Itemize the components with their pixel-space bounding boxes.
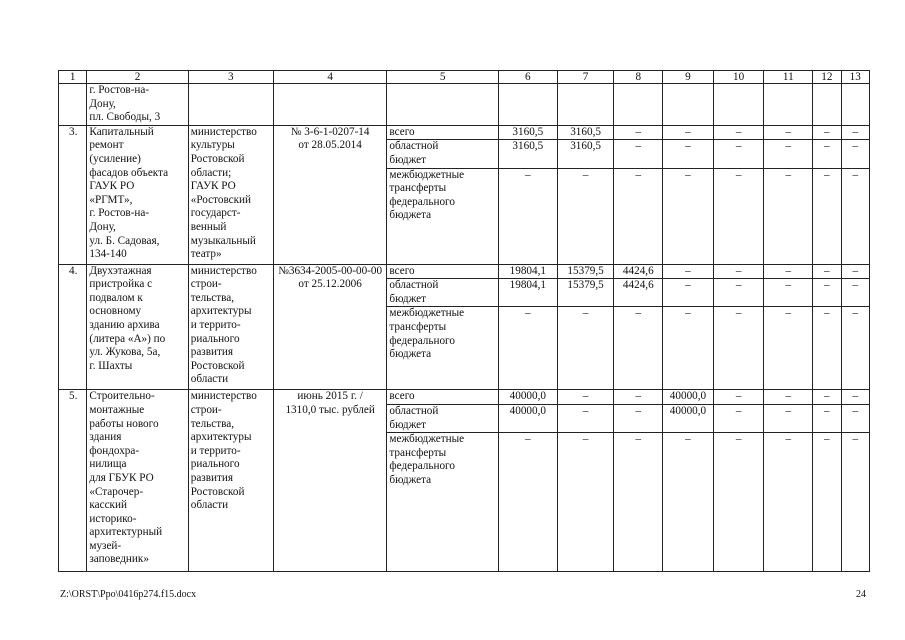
cell-org: министерство строи- тельства, архитектуры и террито- риального развития Ростовской области: [188, 264, 273, 390]
cell-value: –: [557, 404, 614, 432]
cell-value: –: [813, 168, 841, 264]
cell-value: 19804,1: [498, 279, 557, 307]
cell-value: –: [764, 433, 813, 572]
cell-value: –: [841, 140, 870, 168]
header-cell: 2: [87, 71, 188, 84]
header-cell: 6: [498, 71, 557, 84]
cell-value: –: [614, 307, 663, 390]
cell-value: –: [663, 168, 714, 264]
cell-org: министерство строи- тельства, архитектуры и террито- риального развития Ростовской области: [188, 390, 273, 572]
table-row: [59, 125, 870, 140]
cell-doc: июнь 2015 г. / 1310,0 тыс. рублей: [273, 390, 387, 572]
cell-value: 3160,5: [557, 140, 614, 168]
cell-value: –: [813, 390, 841, 405]
cell-value: 15379,5: [557, 264, 614, 279]
cell-value: –: [663, 264, 714, 279]
cell-value: –: [663, 279, 714, 307]
cell-val: [663, 84, 714, 126]
cell-value: –: [614, 404, 663, 432]
cell-value: –: [614, 168, 663, 264]
cell-source: межбюджетные трансферты федерального бюджета: [387, 168, 499, 264]
cell-value: –: [813, 404, 841, 432]
continuation-row: [59, 84, 870, 126]
cell-value: 4424,6: [614, 279, 663, 307]
cell-value: –: [498, 168, 557, 264]
cell-num: [59, 84, 87, 126]
cell-value: 3160,5: [557, 125, 614, 140]
cell-value: –: [764, 279, 813, 307]
cell-value: –: [764, 168, 813, 264]
cell-value: –: [663, 307, 714, 390]
cell-value: –: [713, 125, 764, 140]
cell-value: –: [713, 404, 764, 432]
cell-value: –: [663, 433, 714, 572]
table-body: [59, 71, 870, 572]
cell-doc: №3634-2005-00-00-00 от 25.12.2006: [273, 264, 387, 390]
header-row: [59, 71, 870, 84]
cell-num: 3.: [59, 125, 87, 264]
cell-org: министерство культуры Ростовской области; ГАУК РО «Ростовский государст- венный музыкальный театр»: [188, 125, 273, 264]
cell-value: –: [498, 433, 557, 572]
file-path: Z:\ORST\Ppo\0416p274.f15.docx: [60, 589, 197, 600]
cell-value: –: [813, 433, 841, 572]
cell-value: 40000,0: [498, 390, 557, 405]
header-cell: 13: [841, 71, 870, 84]
cell-name: Капитальный ремонт (усиление) фасадов объекта ГАУК РО «РГМТ», г. Ростов-на- Дону, ул. Б. Садовая, 134-140: [87, 125, 188, 264]
cell-source: областной бюджет: [387, 279, 499, 307]
cell-value: –: [764, 404, 813, 432]
cell-value: –: [841, 433, 870, 572]
cell-value: –: [713, 264, 764, 279]
header-cell: 10: [713, 71, 764, 84]
cell-value: –: [841, 264, 870, 279]
cell-value: –: [614, 433, 663, 572]
header-cell: 11: [764, 71, 813, 84]
cell-value: –: [557, 307, 614, 390]
cell-value: –: [557, 390, 614, 405]
header-cell: 4: [273, 71, 387, 84]
cell-val: [557, 84, 614, 126]
cell-value: –: [557, 433, 614, 572]
cell-num: 4.: [59, 264, 87, 390]
header-cell: 8: [614, 71, 663, 84]
cell-value: –: [713, 140, 764, 168]
cell-value: –: [663, 140, 714, 168]
cell-val: [764, 84, 813, 126]
cell-value: 3160,5: [498, 140, 557, 168]
cell-src: [387, 84, 499, 126]
budget-table: [58, 70, 870, 572]
cell-value: –: [813, 125, 841, 140]
cell-value: –: [614, 140, 663, 168]
cell-value: 3160,5: [498, 125, 557, 140]
cell-doc: [273, 84, 387, 126]
cell-val: [498, 84, 557, 126]
cell-value: 19804,1: [498, 264, 557, 279]
cell-value: –: [841, 390, 870, 405]
cell-doc: № 3-6-1-0207-14 от 28.05.2014: [273, 125, 387, 264]
cell-value: –: [841, 307, 870, 390]
cell-value: –: [614, 125, 663, 140]
cell-value: –: [841, 125, 870, 140]
page-number: 24: [856, 589, 866, 600]
cell-value: 4424,6: [614, 264, 663, 279]
cell-val: [841, 84, 870, 126]
cell-value: –: [557, 168, 614, 264]
header-cell: 12: [813, 71, 841, 84]
cell-name: г. Ростов-на- Дону, пл. Свободы, 3: [87, 84, 188, 126]
header-cell: 3: [188, 71, 273, 84]
cell-org: [188, 84, 273, 126]
cell-source: областной бюджет: [387, 140, 499, 168]
cell-source: всего: [387, 264, 499, 279]
cell-value: –: [713, 433, 764, 572]
cell-value: –: [764, 390, 813, 405]
cell-value: –: [813, 140, 841, 168]
cell-val: [813, 84, 841, 126]
cell-source: межбюджетные трансферты федерального бюджета: [387, 307, 499, 390]
cell-value: –: [713, 307, 764, 390]
cell-value: –: [813, 307, 841, 390]
table-row: [59, 390, 870, 405]
cell-value: –: [764, 307, 813, 390]
cell-value: –: [841, 404, 870, 432]
cell-value: –: [498, 307, 557, 390]
cell-value: –: [713, 390, 764, 405]
cell-value: 40000,0: [498, 404, 557, 432]
cell-value: –: [764, 264, 813, 279]
header-cell: 9: [663, 71, 714, 84]
cell-value: –: [813, 279, 841, 307]
header-cell: 5: [387, 71, 499, 84]
cell-source: областной бюджет: [387, 404, 499, 432]
cell-value: –: [813, 264, 841, 279]
cell-val: [614, 84, 663, 126]
cell-value: –: [764, 140, 813, 168]
header-cell: 1: [59, 71, 87, 84]
table-row: [59, 264, 870, 279]
cell-value: 40000,0: [663, 390, 714, 405]
cell-value: 40000,0: [663, 404, 714, 432]
cell-source: всего: [387, 125, 499, 140]
cell-value: –: [713, 279, 764, 307]
cell-value: –: [841, 279, 870, 307]
cell-val: [713, 84, 764, 126]
cell-source: всего: [387, 390, 499, 405]
cell-value: 15379,5: [557, 279, 614, 307]
cell-value: –: [713, 168, 764, 264]
cell-value: –: [614, 390, 663, 405]
cell-num: 5.: [59, 390, 87, 572]
cell-name: Двухэтажная пристройка с подвалом к основному зданию архива (литера «А») по ул. Жукова, 5а, г. Шахты: [87, 264, 188, 390]
cell-name: Строительно- монтажные работы нового здания фондохра- нилища для ГБУК РО «Старочер- касский историко- архитектурный музей- заповедник»: [87, 390, 188, 572]
cell-value: –: [663, 125, 714, 140]
header-cell: 7: [557, 71, 614, 84]
cell-value: –: [841, 168, 870, 264]
cell-value: –: [764, 125, 813, 140]
cell-source: межбюджетные трансферты федерального бюджета: [387, 433, 499, 572]
